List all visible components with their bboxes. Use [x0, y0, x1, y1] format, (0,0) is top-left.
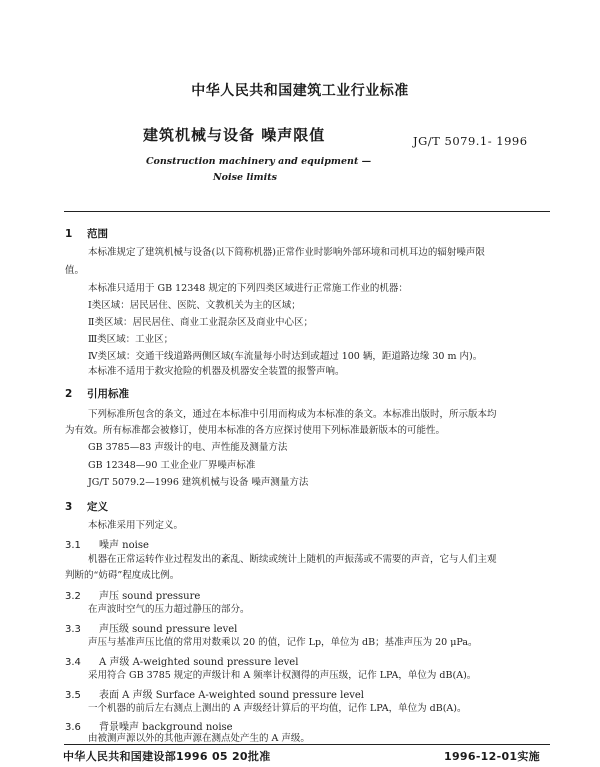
reference-item: GB 12348—90 工业企业厂界噪声标准 — [88, 460, 256, 471]
term-name: A 声级 A-weighted sound pressure level — [99, 657, 299, 668]
section-title: 定义 — [87, 501, 108, 513]
term-number: 3.4 — [65, 657, 81, 668]
definition-term — [65, 587, 200, 602]
section-3-intro: 本标准采用下列定义。 — [88, 520, 184, 531]
section-1-line: Ⅲ类区域：工业区； — [88, 334, 174, 345]
term-name: 背景噪声 background noise — [99, 722, 233, 733]
implementation-date: 1996-12-01实施 — [444, 750, 540, 763]
section-2-line: 为有效。所有标准都会被修订，使用本标准的各方应探讨使用下列标准最新版本的可能性。 — [65, 425, 446, 436]
term-description: 声压与基准声压比值的常用对数乘以 20 的值，记作 Lp，单位为 dB；基准声压为 20 μPa。 — [88, 637, 478, 648]
term-description: 由被测声源以外的其他声源在测点处产生的 A 声级。 — [88, 733, 310, 744]
top-divider — [64, 211, 550, 212]
section-number: 1 — [65, 228, 73, 240]
standard-title-en-line1: Construction machinery and equipment — — [146, 156, 372, 167]
standard-title-cn: 建筑机械与设备 噪声限值 — [143, 126, 326, 144]
term-description: 机器在正常运转作业过程发出的紊乱、断续或统计上随机的声振荡或不需要的声音，它与人们主观 — [88, 554, 497, 565]
document-header: 中华人民共和国建筑工业行业标准 — [191, 83, 409, 99]
term-number: 3.1 — [65, 540, 81, 551]
definition-term — [65, 718, 233, 733]
section-1-line: Ⅳ类区域：交通干线道路两侧区域(车流量每小时达到或超过 100 辆，距道路边缘 30 m 内)。 — [88, 351, 483, 362]
term-number: 3.3 — [65, 624, 81, 635]
term-number: 3.2 — [65, 591, 81, 602]
term-number: 3.6 — [65, 722, 81, 733]
term-name: 表面 A 声级 Surface A-weighted sound pressure level — [99, 690, 364, 701]
definition-term — [65, 536, 149, 551]
term-description: 采用符合 GB 3785 规定的声级计和 A 频率计权测得的声压级，记作 LPA，单位为 dB(A)。 — [88, 670, 477, 681]
reference-item: GB 3785—83 声级计的电、声性能及测量方法 — [88, 442, 288, 453]
definition-term — [65, 686, 364, 701]
term-name: 噪声 noise — [99, 540, 149, 551]
term-number: 3.5 — [65, 690, 81, 701]
section-title: 引用标准 — [87, 388, 129, 400]
term-description: 在声波时空气的压力超过静压的部分。 — [88, 604, 250, 615]
section-number: 2 — [65, 388, 73, 400]
section-3-heading — [65, 499, 108, 514]
bottom-divider — [64, 744, 550, 745]
section-1-line: 本标准不适用于救灾抢险的机器及机器安全装置的报警声响。 — [88, 366, 345, 377]
definition-term — [65, 620, 237, 635]
section-1-line: Ⅱ类区域：居民居住、商业工业混杂区及商业中心区； — [88, 317, 313, 328]
term-name: 声压级 sound pressure level — [99, 624, 238, 635]
section-number: 3 — [65, 501, 73, 513]
section-1-line: Ⅰ类区域：居民居住、医院、文教机关为主的区域； — [88, 300, 301, 311]
standard-number: JG/T 5079.1- 1996 — [413, 134, 528, 148]
definition-term — [65, 653, 298, 668]
approval-date: 中华人民共和国建设部1996 05 20批准 — [63, 750, 271, 763]
reference-item: JG/T 5079.2—1996 建筑机械与设备 噪声测量方法 — [88, 477, 309, 488]
term-description: 判断的“妨碍”程度成比例。 — [65, 570, 180, 581]
term-description: 一个机器的前后左右测点上测出的 A 声级经计算后的平均值，记作 LPA，单位为 dB(A)。 — [88, 703, 467, 714]
section-title: 范围 — [87, 228, 108, 240]
standard-title-en-line2: Noise limits — [213, 172, 277, 183]
section-2-heading — [65, 386, 129, 401]
section-1-line: 本标准只适用于 GB 12348 规定的下列四类区域进行正常施工作业的机器： — [88, 283, 408, 294]
section-2-line: 下列标准所包含的条文，通过在本标准中引用而构成为本标准的条文。本标准出版时，所示版本均 — [88, 409, 497, 420]
section-1-heading — [65, 226, 108, 241]
section-1-line: 值。 — [65, 265, 85, 276]
term-name: 声压 sound pressure — [99, 591, 201, 602]
section-1-line: 本标准规定了建筑机械与设备(以下简称机器)正常作业时影响外部环境和司机耳边的辐射噪声限 — [88, 247, 485, 258]
